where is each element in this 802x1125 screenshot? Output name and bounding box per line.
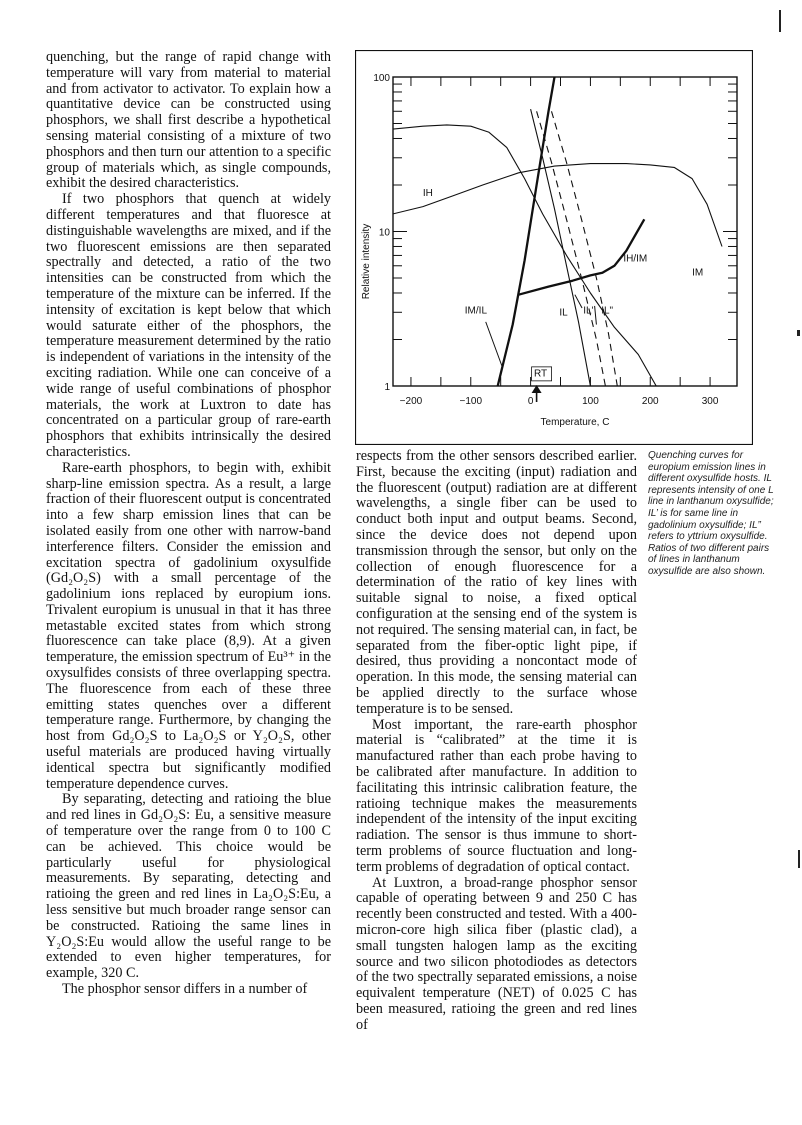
leader-il-prime: [575, 295, 582, 308]
curve-label-ih-im: IH/IM: [623, 253, 648, 265]
x-axis-title: Temperature, C: [540, 417, 610, 428]
paragraph-quenching: quenching, but the range of rapid change with temperature will vary from material to material and from activator to activator. To explain how a quantitative device can be constructed using phosphors, we shall first describe a hypothetical sensing material consisting of a mixture of two phosphors and then turn our attention to a specific group of materials which, as single compounds, exhibit the desired characteristics.: [46, 49, 331, 192]
curve-il: [552, 111, 618, 386]
y-axis-title: Relative intensity: [361, 223, 372, 300]
left-text-column: [46, 50, 331, 998]
x-tick-label: −200: [399, 396, 423, 407]
curve-label-ih: IH: [422, 187, 433, 199]
curve-label-im-il: IM/IL: [464, 305, 488, 317]
paragraph-rare-earth-phosphors: Rare-earth phosphors, to begin with, exhibit sharp-line emission spectra. As a result, a large fraction of their fluorescent output is concentrated into a few sharp emission lines that can be isolated easily from one other with narrow-band interference filters. Consider the emission and excitation spectra of gadolinium oxysulfide (Gd₂O₂S) with a small percentage of the gadolinium ions replaced by europium ions. Trivalent europium is unusual in that it has three metastable excited states from which strong fluorescence can take place (8,9). At a given temperature, the emission spectrum of Eu³⁺ in the oxysulfides consists of three overlapping spectra. The fluorescence from each of these three emitting states quenches over a different temperature range. Furthermore, by changing the host from Gd₂O₂S to La₂O₂S or Y₂O₂S, other useful materials are produced having virtually identical spectra but significantly modified temperature dependence curves.: [46, 459, 331, 792]
quenching-curves-chart: [355, 50, 753, 445]
paragraph-respects: respects from the other sensors described earlier. First, because the exciting (input) radiation and the fluorescent (output) radiation are at different wavelengths, a single fiber can be used to conduct both input and output beams. Second, since the device does not depend upon transmission through the sensor, but only on the collection of enough fluorescence for a determination of the ratio of key lines with suitable signal to noise, a fixed optical configuration at the sensing end of the system is not required. The sensing material can, in fact, be separated from the fiber-optic light pipe, if desired, thus providing a noncontact mode of operation. In this mode, the sensing material can be applied directly to the surface whose temperature is to be sensed.: [356, 448, 637, 717]
labels-layer: [423, 188, 703, 402]
x-tick-label: 300: [701, 396, 719, 407]
middle-text-column: [356, 449, 637, 1033]
rt-annotation: RT: [534, 368, 548, 380]
paragraph-luxtron-sensor: At Luxtron, a broad-range phosphor sensor capable of operating between 9 and 250 C has recently been constructed and tested. With a 400-micron-core high silica fiber (plastic clad), a small tungsten halogen lamp as the exciting source and two silicon photodiodes as detectors of the two spectrally separated emissions, a noise equivalent temperature (NET) of 0.025 C has been measured, ratioing the green and red lines of: [356, 874, 637, 1033]
scan-edge-speck: [797, 330, 800, 336]
scan-edge-speck: [798, 850, 800, 868]
quenching-curves-figure: [355, 50, 753, 445]
figure-caption: Quenching curves for europium emission lines in different oxysulfide hosts. IL represents intensity of one L line in lanthanum oxysulfide; IL’ is for same line in gadolinium oxysulfide; IL” refers to yttrium oxysulfide. Ratios of two different pairs of lines in lanthanum oxysulfide are also shown.: [648, 450, 774, 577]
paragraph-calibrated: Most important, the rare-earth phosphor material is “calibrated” at the time it is manufactured rather than each probe having to be calibrated after manufacture. In addition to facilitating this intrinsic calibration feature, the ratioing technique makes the measurements independent of the intensity of the input exciting radiation. The sensor is thus immune to short-term problems of source fluctuation and long-term problems of degradation of optical contact.: [356, 716, 637, 875]
curve-label-il: IL": [601, 305, 614, 317]
x-tick-label: 100: [582, 396, 599, 407]
leader-im-il: [486, 322, 502, 366]
scan-edge-mark: [779, 10, 781, 32]
paragraph-ratioing-lines: By separating, detecting and ratioing the blue and red lines in Gd₂O₂S: Eu, a sensitive measure of temperature over the range from 0 to 100 C can be achieved. This choice would be particularly useful for physiological measurements. By separating, detecting and ratioing the green and red lines in La₂O₂S:Eu, a less sensitive but much broader range sensor can be constructed. Ratioing the same lines in Y₂O₂S:Eu would allow the useful range to be extended to even higher temperatures, for example, 320 C.: [46, 791, 331, 982]
curve-im-il: [498, 77, 555, 386]
y-tick-label: 100: [373, 73, 390, 84]
x-tick-label: 0: [527, 396, 534, 407]
curve-label-il: IL: [559, 307, 568, 319]
curves-layer: [393, 77, 722, 386]
curve-label-im: IM: [692, 267, 704, 279]
curve-il: [537, 111, 606, 386]
paragraph-sensor-differs: The phosphor sensor differs in a number of: [62, 981, 308, 998]
curve-label-il: IL': [583, 305, 594, 317]
x-tick-label: 200: [641, 396, 659, 407]
y-tick-label: 1: [384, 382, 390, 393]
curve-ih: [393, 164, 722, 247]
x-tick-label: −100: [459, 396, 483, 407]
plot-frame: [393, 77, 737, 386]
paragraph-two-phosphors: If two phosphors that quench at widely different temperatures and that fluoresce at distinguishable wavelengths are mixed, and if the two fluorescent emissions are then separated spectrally and detected, a ratio of the two intensities can be constructed from which the temperature of the mixture can be inferred. If the intensity of excitation is kept below that which would saturate either of the phosphors, the temperature measurement determined by the ratio is independent of variations in the intensity of the exciting radiation. While one can conceive of a wide range of useful combinations of phosphor materials, the work at Luxtron to date has concentrated on a particular group of rare-earth phosphors that exhibits intrinsically the desired characteristics.: [46, 191, 331, 460]
leader-il-double-prime: [595, 306, 597, 325]
y-tick-label: 10: [378, 227, 390, 239]
curve-il: [531, 109, 594, 386]
